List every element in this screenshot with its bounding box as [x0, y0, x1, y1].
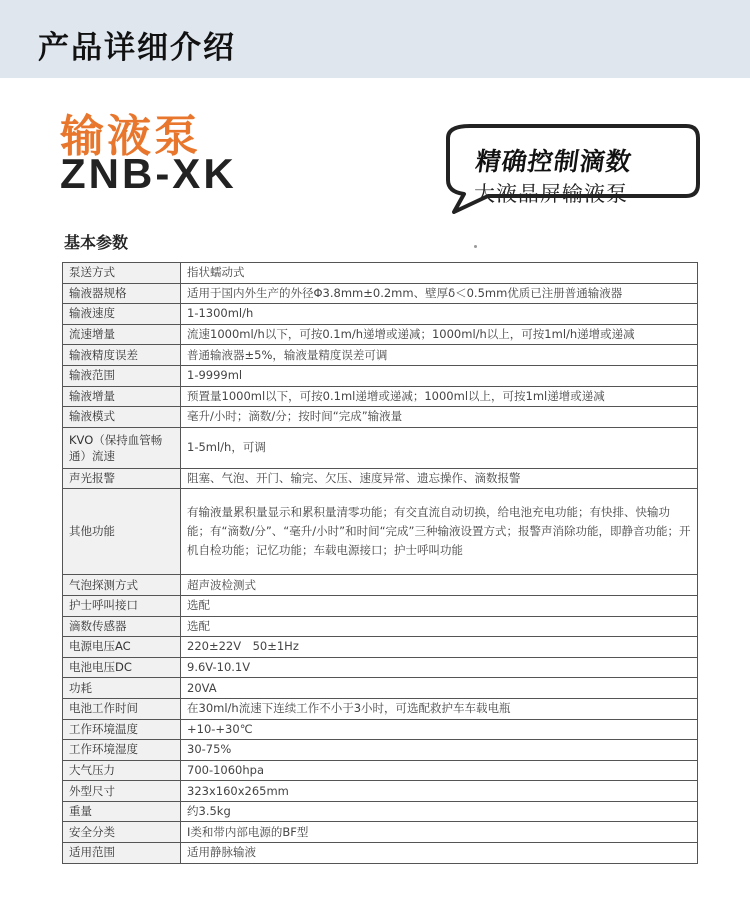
section-title: 基本参数 — [64, 233, 129, 252]
product-model: ZNB-XK — [60, 150, 237, 197]
table-row — [63, 637, 698, 658]
table-row — [63, 740, 698, 761]
table-row — [63, 595, 698, 616]
param-key: 输液器规格 — [63, 283, 181, 304]
product-name: 输液泵 — [60, 111, 201, 162]
table-row — [63, 678, 698, 699]
decorative-dot — [474, 245, 477, 248]
param-key: 气泡探测方式 — [63, 575, 181, 596]
table-row — [63, 760, 698, 781]
param-value: 普通输液器±5%，输液量精度误差可调 — [181, 345, 698, 366]
param-key: 流速增量 — [63, 324, 181, 345]
slogan-line-1: 精确控制滴数 — [473, 147, 634, 176]
param-key: 护士呼叫接口 — [63, 595, 181, 616]
slogan-speech-bubble — [440, 122, 702, 214]
param-key: 输液精度误差 — [63, 345, 181, 366]
param-key: 重量 — [63, 801, 181, 822]
table-row — [63, 304, 698, 325]
param-value: 700-1060hpa — [181, 760, 698, 781]
table-row — [63, 801, 698, 822]
page-title: 产品详细介绍 — [38, 30, 236, 66]
param-key: 输液模式 — [63, 407, 181, 428]
table-row — [63, 324, 698, 345]
param-key: 滴数传感器 — [63, 616, 181, 637]
param-key: 电池工作时间 — [63, 698, 181, 719]
param-key: 泵送方式 — [63, 263, 181, 284]
param-value: +10-+30℃ — [181, 719, 698, 740]
param-value: 1-9999ml — [181, 365, 698, 386]
param-key: 安全分类 — [63, 822, 181, 843]
param-value: 毫升/小时；滴数/分；按时间“完成”输液量 — [181, 407, 698, 428]
param-key: KVO（保持血管畅通）流速 — [63, 427, 181, 468]
param-value: 在30ml/h流速下连续工作不小于3小时，可选配救护车车载电瓶 — [181, 698, 698, 719]
table-row — [63, 345, 698, 366]
param-value: 9.6V-10.1V — [181, 657, 698, 678]
param-value: 指状蠕动式 — [181, 263, 698, 284]
param-key: 大气压力 — [63, 760, 181, 781]
header-bar — [0, 0, 750, 78]
param-key: 声光报警 — [63, 468, 181, 489]
parameters-table — [62, 262, 698, 864]
param-value: 选配 — [181, 616, 698, 637]
param-key: 输液范围 — [63, 365, 181, 386]
param-value: 阻塞、气泡、开门、输完、欠压、速度异常、遗忘操作、滴数报警 — [181, 468, 698, 489]
slogan-line-2: 大液晶屏输液泵 — [474, 182, 628, 206]
param-value: 超声波检测式 — [181, 575, 698, 596]
table-row — [63, 263, 698, 284]
table-row — [63, 719, 698, 740]
param-value: 适用于国内外生产的外径Φ3.8mm±0.2mm、壁厚δ＜0.5mm优质已注册普通输液器 — [181, 283, 698, 304]
param-value: 20VA — [181, 678, 698, 699]
table-row — [63, 386, 698, 407]
param-value: 流速1000ml/h以下，可按0.1m/h递增或递减；1000ml/h以上，可按1ml/h递增或递减 — [181, 324, 698, 345]
param-key: 电池电压DC — [63, 657, 181, 678]
param-key: 适用范围 — [63, 843, 181, 864]
table-row — [63, 822, 698, 843]
table-row — [63, 657, 698, 678]
param-value: 有输液量累积量显示和累积量清零功能；有交直流自动切换，给电池充电功能；有快排、快输功能；有“滴数/分”、“毫升/小时”和时间“完成”三种输液设置方式；报警声消除功能，即静音功能；开机自检功能；记忆功能；车载电源接口；护士呼叫功能 — [181, 489, 698, 575]
table-row — [63, 698, 698, 719]
param-key: 电源电压AC — [63, 637, 181, 658]
table-row — [63, 468, 698, 489]
table-row — [63, 365, 698, 386]
param-value: 选配 — [181, 595, 698, 616]
table-row — [63, 843, 698, 864]
table-row — [63, 781, 698, 802]
param-key: 外型尺寸 — [63, 781, 181, 802]
param-key: 工作环境温度 — [63, 719, 181, 740]
table-row — [63, 283, 698, 304]
param-key: 工作环境湿度 — [63, 740, 181, 761]
table-row — [63, 575, 698, 596]
param-key: 功耗 — [63, 678, 181, 699]
param-key: 其他功能 — [63, 489, 181, 575]
param-value: 1-5ml/h，可调 — [181, 427, 698, 468]
param-key: 输液增量 — [63, 386, 181, 407]
param-key: 输液速度 — [63, 304, 181, 325]
param-value: 预置量1000ml以下，可按0.1ml递增或递减；1000ml以上，可按1ml递增或递减 — [181, 386, 698, 407]
param-value: 适用静脉输液 — [181, 843, 698, 864]
table-row — [63, 427, 698, 468]
param-value: 220±22V 50±1Hz — [181, 637, 698, 658]
table-row — [63, 616, 698, 637]
param-value: 1-1300ml/h — [181, 304, 698, 325]
table-row — [63, 407, 698, 428]
param-value: 323x160x265mm — [181, 781, 698, 802]
param-value: 30-75% — [181, 740, 698, 761]
param-value: Ⅰ类和带内部电源的BF型 — [181, 822, 698, 843]
param-value: 约3.5kg — [181, 801, 698, 822]
table-row — [63, 489, 698, 575]
